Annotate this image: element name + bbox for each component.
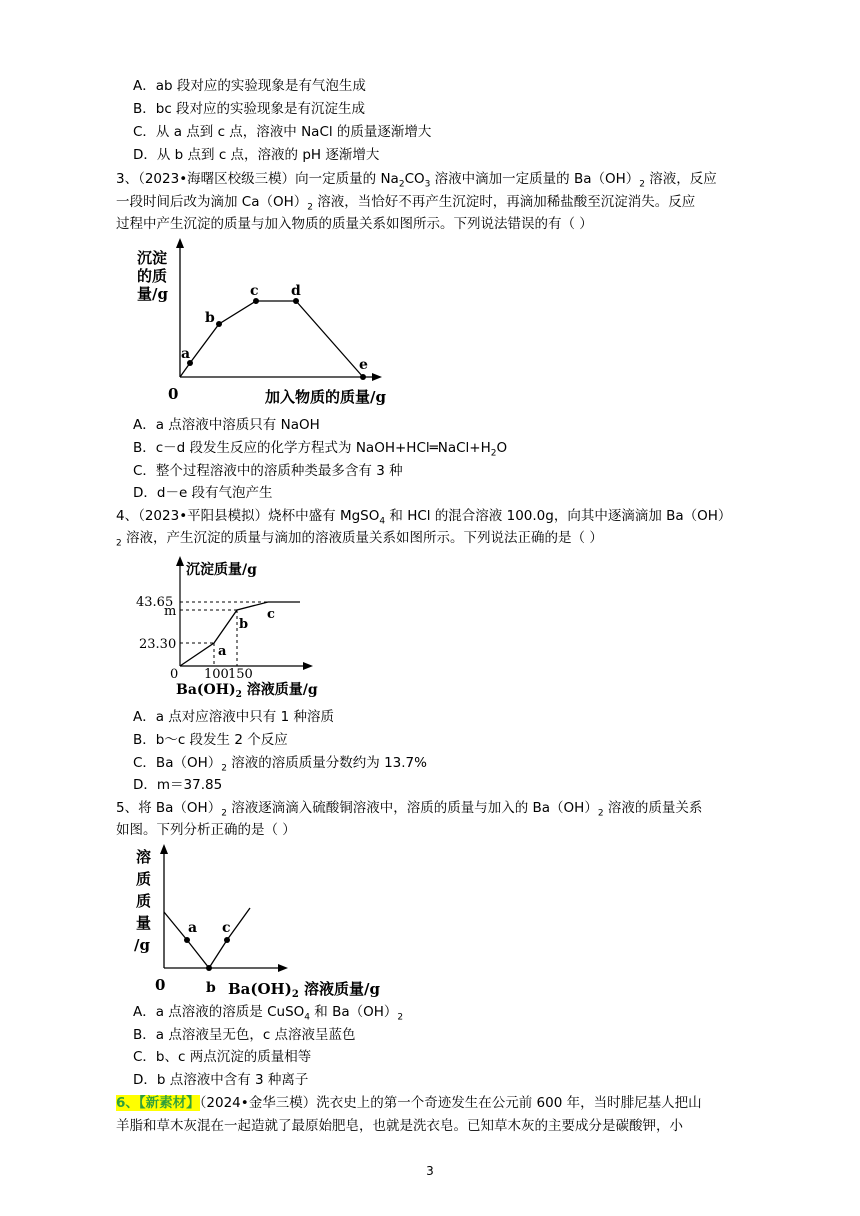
q3-chart xyxy=(130,238,400,410)
subscript: 2 xyxy=(490,448,497,459)
q5-xlabel-base: Ba(OH) xyxy=(228,980,292,998)
text-segment: A．a 点溶液的溶质是 CuSO xyxy=(133,1004,305,1020)
page-number: 3 xyxy=(426,1164,434,1178)
q5-ylabel-char: 溶 xyxy=(136,848,152,866)
subscript: 2 xyxy=(221,763,227,774)
q3-option-c xyxy=(133,461,403,481)
text-segment: 4、（2023•平阳县模拟）烧杯中盛有 MgSO xyxy=(116,508,380,524)
q6-stem-line: 羊脂和草木灰混在一起造就了最原始肥皂，也就是洗衣皂。已知草木灰的主要成分是碳酸钾，小 xyxy=(116,1118,683,1134)
q5-label-a: a xyxy=(188,920,198,936)
subscript: 4 xyxy=(304,1012,311,1023)
q3-label-d: d xyxy=(291,283,301,299)
q4-xlabel xyxy=(176,681,318,700)
text-segment: 3、（2023•海曙区校级三模）向一定质量的 Na xyxy=(116,171,399,187)
q3-label-b: b xyxy=(205,310,215,326)
subscript: 2 xyxy=(597,808,604,819)
q5-x-arrow xyxy=(278,964,288,972)
q3-stem-line xyxy=(116,214,593,234)
q5-origin-label: 0 xyxy=(155,976,166,994)
text-segment: C．整个过程溶液中的溶质种类最多含有 3 种 xyxy=(133,463,403,479)
q5-option-b xyxy=(133,1025,356,1045)
text-segment: O xyxy=(496,440,508,456)
q4-xlabel-rest: 溶液质量/g xyxy=(241,682,318,698)
q5-point-a xyxy=(184,937,190,943)
text-segment: 一段时间后改为滴加 Ca（OH） xyxy=(116,194,308,210)
q5-ylabel-char: 质 xyxy=(136,870,152,888)
q5-chart xyxy=(130,842,381,1000)
q4-ytick-4365: 43.65 xyxy=(136,595,174,610)
subscript: 2 xyxy=(221,808,227,819)
q6-line1-text: （2024•金华三模）洗衣史上的第一个奇迹发生在公元前 600 年，当时腓尼基人把山 xyxy=(199,1095,702,1111)
q5-stem-line xyxy=(116,820,296,840)
q3-label-e: e xyxy=(359,357,368,373)
text-segment: B．b～c 段发生 2 个反应 xyxy=(133,732,288,748)
prev-option-d: D．从 b 点到 c 点，溶液的 pH 逐渐增大 xyxy=(133,147,380,163)
q4-x-arrow xyxy=(303,662,313,670)
q4-y-arrow xyxy=(176,556,184,566)
text-segment: 溶液中滴加一定质量的 Ba（OH） xyxy=(430,171,640,187)
q5-curve xyxy=(164,908,250,968)
text-segment: 过程中产生沉淀的质量与加入物质的质量关系如图所示。下列说法错误的有（ ） xyxy=(116,216,593,232)
q5-ylabel-char: /g xyxy=(134,936,150,954)
q3-ylabel-line: 量/g xyxy=(137,285,168,303)
q5-ylabel-char: 量 xyxy=(136,914,152,932)
q5-label-b: b xyxy=(206,980,216,996)
text-segment: B．c－d 段发生反应的化学方程式为 NaOH+HCl═NaCl+H xyxy=(133,440,491,456)
q3-label-a: a xyxy=(181,346,191,362)
prev-option-b: B．bc 段对应的实验现象是有沉淀生成 xyxy=(133,101,366,117)
q4-label-b: b xyxy=(239,617,249,632)
prev-option-c: C．从 a 点到 c 点，溶液中 NaCl 的质量逐渐增大 xyxy=(133,124,432,140)
text-segment: CO xyxy=(404,171,425,187)
q5-ylabel-char: 质 xyxy=(136,892,152,910)
q5-point-c xyxy=(224,937,230,943)
text-segment: A．a 点对应溶液中只有 1 种溶质 xyxy=(133,709,334,725)
q4-stem-line xyxy=(116,506,731,526)
q3-option-b xyxy=(133,438,507,458)
text-segment: 和 Ba（OH） xyxy=(310,1004,398,1020)
q4-stem-line xyxy=(116,528,603,548)
q3-ylabel-line: 的质 xyxy=(137,267,168,285)
q6-stem-line xyxy=(116,1093,702,1113)
text-segment: 溶液的溶质质量分数约为 13.7% xyxy=(226,755,427,771)
subscript: 2 xyxy=(397,1012,404,1023)
subscript: 2 xyxy=(639,179,645,190)
text-segment: 和 HCl 的混合溶液 100.0g，向其中逐滴滴加 Ba（OH） xyxy=(385,508,732,524)
q3-stem-line xyxy=(116,192,695,212)
q5-xlabel-sub: 2 xyxy=(291,989,299,1000)
q5-label-c: c xyxy=(222,920,231,936)
text-segment: 溶液，当恰好不再产生沉淀时，再滴加稀盐酸至沉淀消失。反应 xyxy=(313,194,696,210)
q4-option-c xyxy=(133,753,427,773)
q4-curve xyxy=(180,602,300,666)
q3-origin-label: 0 xyxy=(168,385,179,403)
q5-y-arrow xyxy=(160,844,168,854)
q3-option-d xyxy=(133,483,273,503)
text-segment: 溶液逐滴滴入硫酸铜溶液中，溶质的质量与加入的 Ba（OH） xyxy=(226,800,598,816)
q5-point-b xyxy=(206,965,212,971)
q3-label-c: c xyxy=(250,283,259,299)
text-segment: 5、将 Ba（OH） xyxy=(116,800,222,816)
q4-xtick-150: 150 xyxy=(228,667,253,682)
subscript: 3 xyxy=(424,179,431,190)
q4-option-b xyxy=(133,730,288,750)
q5-xlabel xyxy=(228,980,381,1000)
q3-point-b xyxy=(216,321,222,327)
q4-origin-label: 0 xyxy=(170,667,179,682)
text-segment: C．b、c 两点沉淀的质量相等 xyxy=(133,1049,312,1065)
prev-option-a: A．ab 段对应的实验现象是有气泡生成 xyxy=(133,78,366,94)
q4-xlabel-base: Ba(OH) xyxy=(176,682,236,698)
text-segment: 溶液的质量关系 xyxy=(603,800,703,816)
q4-label-a: a xyxy=(218,644,227,659)
text-segment: D．b 点溶液中含有 3 种离子 xyxy=(133,1072,309,1088)
q4-chart xyxy=(130,554,330,700)
q4-label-c: c xyxy=(267,607,275,622)
q4-ytick-2330: 23.30 xyxy=(139,637,177,652)
q5-option-c xyxy=(133,1047,311,1067)
q5-xlabel-rest: 溶液质量/g xyxy=(298,980,381,998)
new-material-tag: 6、【新素材】 xyxy=(116,1095,200,1111)
subscript: 2 xyxy=(307,202,314,213)
text-segment: D．d－e 段有气泡产生 xyxy=(133,485,273,501)
text-segment: C．Ba（OH） xyxy=(133,755,222,771)
text-segment: D．m＝37.85 xyxy=(133,777,223,793)
q5-option-d xyxy=(133,1070,308,1090)
subscript: 4 xyxy=(379,516,386,527)
q3-xlabel: 加入物质的质量/g xyxy=(265,388,386,406)
q4-ytick-m: m xyxy=(164,604,177,619)
text-segment: A．a 点溶液中溶质只有 NaOH xyxy=(133,417,320,433)
q3-option-a xyxy=(133,415,320,435)
q3-point-e xyxy=(360,374,366,380)
q4-xtick-100: 100 xyxy=(204,667,229,682)
q4-xlabel-sub: 2 xyxy=(235,690,242,700)
text-segment: 溶液，产生沉淀的质量与滴加的溶液质量关系如图所示。下列说法正确的是（ ） xyxy=(121,530,603,546)
q5-option-a xyxy=(133,1002,403,1022)
q3-x-arrow xyxy=(372,373,382,381)
text-segment: 溶液，反应 xyxy=(645,171,717,187)
q4-option-d xyxy=(133,775,222,795)
q4-ylabel: 沉淀质量/g xyxy=(186,562,257,578)
q5-stem-line xyxy=(116,798,702,818)
q3-ylabel-line: 沉淀 xyxy=(137,249,168,267)
subscript: 2 xyxy=(398,179,405,190)
subscript: 2 xyxy=(116,538,122,549)
q3-y-arrow xyxy=(176,238,184,248)
q3-stem-line xyxy=(116,169,717,189)
text-segment: B．a 点溶液呈无色，c 点溶液呈蓝色 xyxy=(133,1027,356,1043)
text-segment: 如图。下列分析正确的是（ ） xyxy=(116,822,296,838)
q4-option-a xyxy=(133,707,334,727)
